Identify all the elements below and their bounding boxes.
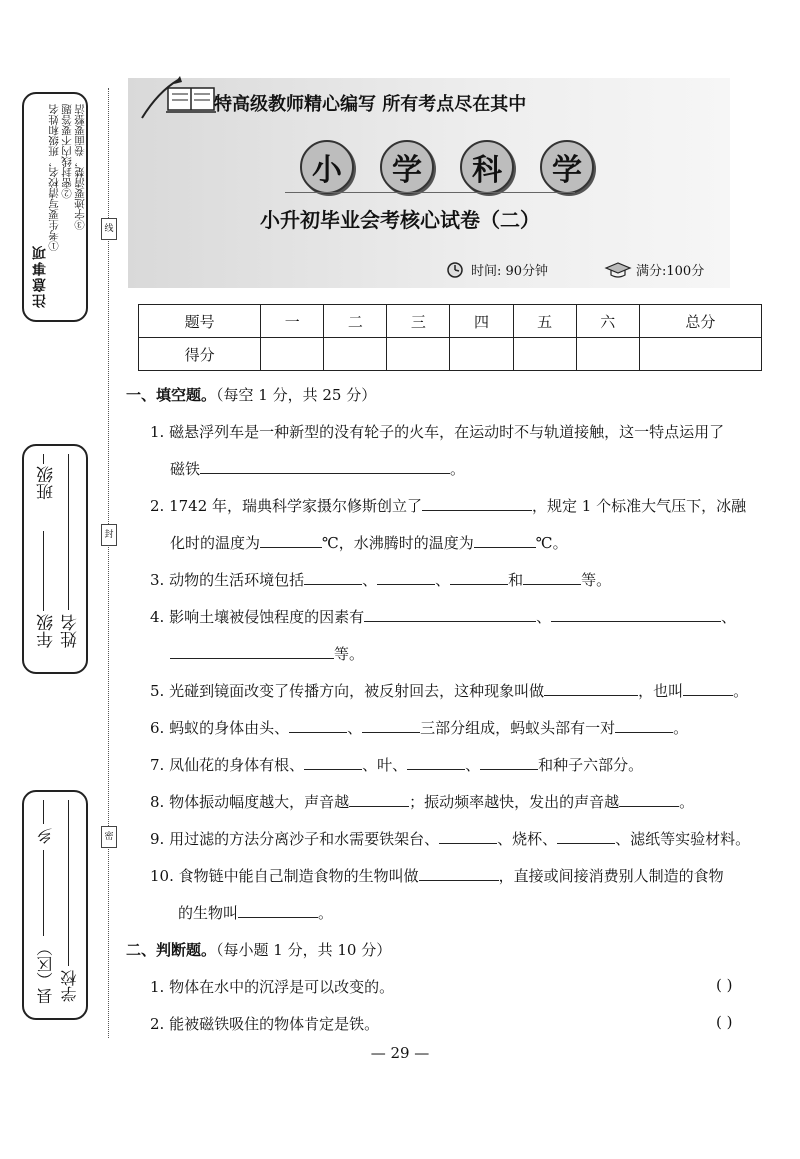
- question-text: 化时的温度为: [170, 534, 261, 552]
- town-label: 乡: [36, 828, 55, 844]
- question-text: ℃。: [535, 534, 568, 552]
- table-row: [139, 338, 762, 371]
- answer-blank[interactable]: [304, 754, 362, 770]
- table-cell: 五: [513, 305, 576, 338]
- question: [150, 606, 736, 627]
- punct: 、: [721, 608, 737, 626]
- section-title: 一、填空题。: [126, 386, 217, 404]
- notice-item: ①考生要写清校名，班级和姓名: [48, 104, 60, 251]
- question-text: 6. 蚂蚁的身体由头、: [150, 719, 290, 737]
- subject-char: 科: [460, 140, 514, 194]
- answer-blank[interactable]: [557, 828, 615, 844]
- answer-parens[interactable]: ( ): [716, 976, 733, 994]
- question: [150, 976, 394, 997]
- answer-blank[interactable]: [289, 717, 347, 733]
- score-label: 满分:100分: [636, 264, 705, 279]
- question-cont: [178, 902, 333, 923]
- punct: 、: [536, 608, 552, 626]
- answer-blank[interactable]: [422, 495, 532, 511]
- answer-blank[interactable]: [238, 902, 318, 918]
- punct: 、: [347, 719, 363, 737]
- cut-tag: 封: [101, 524, 117, 546]
- answer-blank[interactable]: [523, 569, 581, 585]
- table-cell: 题号: [139, 305, 261, 338]
- question-cont: [170, 643, 364, 664]
- question: [150, 754, 643, 775]
- question-text: 、滤纸等实验材料。: [615, 830, 751, 848]
- cut-tag: 线: [101, 218, 117, 240]
- question-text: 8. 物体振动幅度越大，声音越: [150, 793, 350, 811]
- question: [150, 421, 724, 442]
- question-text: ，直接或间接消费别人制造的食物: [498, 867, 724, 885]
- table-cell: 四: [450, 305, 513, 338]
- question-text: 9. 用过滤的方法分离沙子和水需要铁架台、: [150, 830, 440, 848]
- question: [150, 495, 746, 516]
- subject-title: [300, 140, 594, 194]
- question: [150, 791, 694, 812]
- question-text: 2. 能被磁铁吸住的物体肯定是铁。: [150, 1015, 380, 1033]
- punct: 、: [435, 571, 451, 589]
- grade-label: 年级: [37, 614, 57, 648]
- score-cell[interactable]: [324, 338, 387, 371]
- table-cell: 六: [576, 305, 639, 338]
- page-number: — 29 —: [370, 1044, 430, 1062]
- notice-item: ③字迹要清楚，卷面要整洁: [74, 104, 86, 230]
- answer-blank[interactable]: [474, 532, 536, 548]
- answer-blank[interactable]: [362, 717, 420, 733]
- score-table: [138, 304, 762, 371]
- question-text: 、烧杯、: [497, 830, 558, 848]
- class-field[interactable]: [43, 454, 44, 464]
- question: [150, 680, 748, 701]
- answer-blank[interactable]: [419, 865, 499, 881]
- divider: [285, 192, 575, 193]
- punct: 。: [673, 719, 689, 737]
- score-cell[interactable]: [450, 338, 513, 371]
- answer-blank[interactable]: [377, 569, 435, 585]
- question: [150, 828, 750, 849]
- question-text: 4. 影响土壤被侵蚀程度的因素有: [150, 608, 365, 626]
- question-text: 和: [508, 571, 524, 589]
- county-field[interactable]: [43, 850, 44, 936]
- question-text: 磁铁: [170, 460, 201, 478]
- question-text: 、叶、: [362, 756, 408, 774]
- section-2-header: [126, 939, 391, 960]
- answer-blank[interactable]: [407, 754, 465, 770]
- score-cell[interactable]: [513, 338, 576, 371]
- cut-tag: 密: [101, 826, 117, 848]
- question: [150, 569, 611, 590]
- question-text: 和种子六部分。: [538, 756, 644, 774]
- score-cell[interactable]: [387, 338, 450, 371]
- county-label: 县（区）: [36, 940, 55, 1004]
- question-text: 的生物叫: [178, 904, 239, 922]
- question-text: ℃，水沸腾时的温度为: [322, 534, 474, 552]
- section-note: （每小题 1 分，共 10 分）: [216, 941, 392, 959]
- paper-title: 小升初毕业会考核心试卷（二）: [260, 208, 540, 232]
- question-text: 三部分组成，蚂蚁头部有一对: [420, 719, 616, 737]
- answer-blank[interactable]: [683, 680, 733, 696]
- answer-blank[interactable]: [544, 680, 638, 696]
- table-header-row: [139, 305, 762, 338]
- name-field[interactable]: [68, 454, 69, 610]
- question-cont: [170, 458, 465, 479]
- punct: 、: [465, 756, 481, 774]
- score-cell[interactable]: [576, 338, 639, 371]
- town-field[interactable]: [43, 800, 44, 824]
- punct: 。: [450, 460, 466, 478]
- table-cell: 总分: [639, 305, 761, 338]
- question-text: 1. 物体在水中的沉浮是可以改变的。: [150, 978, 395, 996]
- subject-char: 学: [540, 140, 594, 194]
- table-cell: 得分: [139, 338, 261, 371]
- question-text: 等。: [334, 645, 365, 663]
- school-field[interactable]: [68, 800, 69, 966]
- question-text: ，也叫: [638, 682, 684, 700]
- notice-item: ②密封线内不要答题: [61, 104, 73, 199]
- question: [150, 865, 724, 886]
- question: [150, 717, 688, 738]
- answer-blank[interactable]: [615, 717, 673, 733]
- answer-blank[interactable]: [260, 532, 322, 548]
- punct: 。: [679, 793, 695, 811]
- answer-blank[interactable]: [450, 569, 508, 585]
- answer-blank[interactable]: [551, 606, 721, 622]
- section-note: （每空 1 分，共 25 分）: [216, 386, 377, 404]
- question-cont: [170, 532, 568, 553]
- school-box: [22, 790, 88, 1020]
- subject-char: 小: [300, 140, 354, 194]
- answer-parens[interactable]: ( ): [716, 1013, 733, 1031]
- clock-icon: [443, 261, 467, 279]
- section-title: 二、判断题。: [126, 941, 217, 959]
- book-pen-icon: [138, 74, 218, 122]
- table-cell: 二: [324, 305, 387, 338]
- question-text: 1. 磁悬浮列车是一种新型的没有轮子的火车，在运动时不与轨道接触，这一特点运用了: [150, 423, 725, 441]
- time-label: 时间: 90分钟: [471, 264, 549, 279]
- class-label: 班级: [37, 466, 57, 500]
- answer-blank[interactable]: [349, 791, 409, 807]
- grade-field[interactable]: [43, 531, 44, 611]
- score-cell[interactable]: [261, 338, 324, 371]
- question-text: ，规定 1 个标准大气压下，冰融: [532, 497, 747, 515]
- score-cell[interactable]: [639, 338, 761, 371]
- answer-blank[interactable]: [200, 458, 450, 474]
- answer-blank[interactable]: [480, 754, 538, 770]
- punct: 、: [362, 571, 378, 589]
- question-text: 3. 动物的生活环境包括: [150, 571, 305, 589]
- question-text: 10. 食物链中能自己制造食物的生物叫做: [150, 867, 419, 885]
- table-cell: 三: [387, 305, 450, 338]
- question-text: 等。: [581, 571, 612, 589]
- table-cell: 一: [261, 305, 324, 338]
- time-info: [443, 260, 548, 279]
- punct: 。: [318, 904, 334, 922]
- punct: 。: [733, 682, 749, 700]
- answer-blank[interactable]: [364, 606, 536, 622]
- answer-blank[interactable]: [619, 791, 679, 807]
- notice-title: 注意事项: [32, 244, 48, 308]
- school-label: 学校: [60, 970, 79, 1002]
- question-text: 5. 光碰到镜面改变了传播方向，被反射回去，这种现象叫做: [150, 682, 545, 700]
- name-label: 姓名: [61, 614, 81, 648]
- question-text: 7. 凤仙花的身体有根、: [150, 756, 305, 774]
- grade-name-box: [22, 444, 88, 674]
- graduation-cap-icon: [604, 261, 632, 279]
- tagline: 特高级教师精心编写 所有考点尽在其中: [214, 94, 527, 115]
- question: [150, 1013, 379, 1034]
- answer-blank[interactable]: [439, 828, 497, 844]
- answer-blank[interactable]: [170, 643, 334, 659]
- question-text: 2. 1742 年，瑞典科学家摄尔修斯创立了: [150, 497, 423, 515]
- section-1-header: [126, 384, 376, 405]
- answer-blank[interactable]: [304, 569, 362, 585]
- subject-char: 学: [380, 140, 434, 194]
- score-info: [604, 260, 704, 279]
- question-text: ；振动频率越快，发出的声音越: [409, 793, 620, 811]
